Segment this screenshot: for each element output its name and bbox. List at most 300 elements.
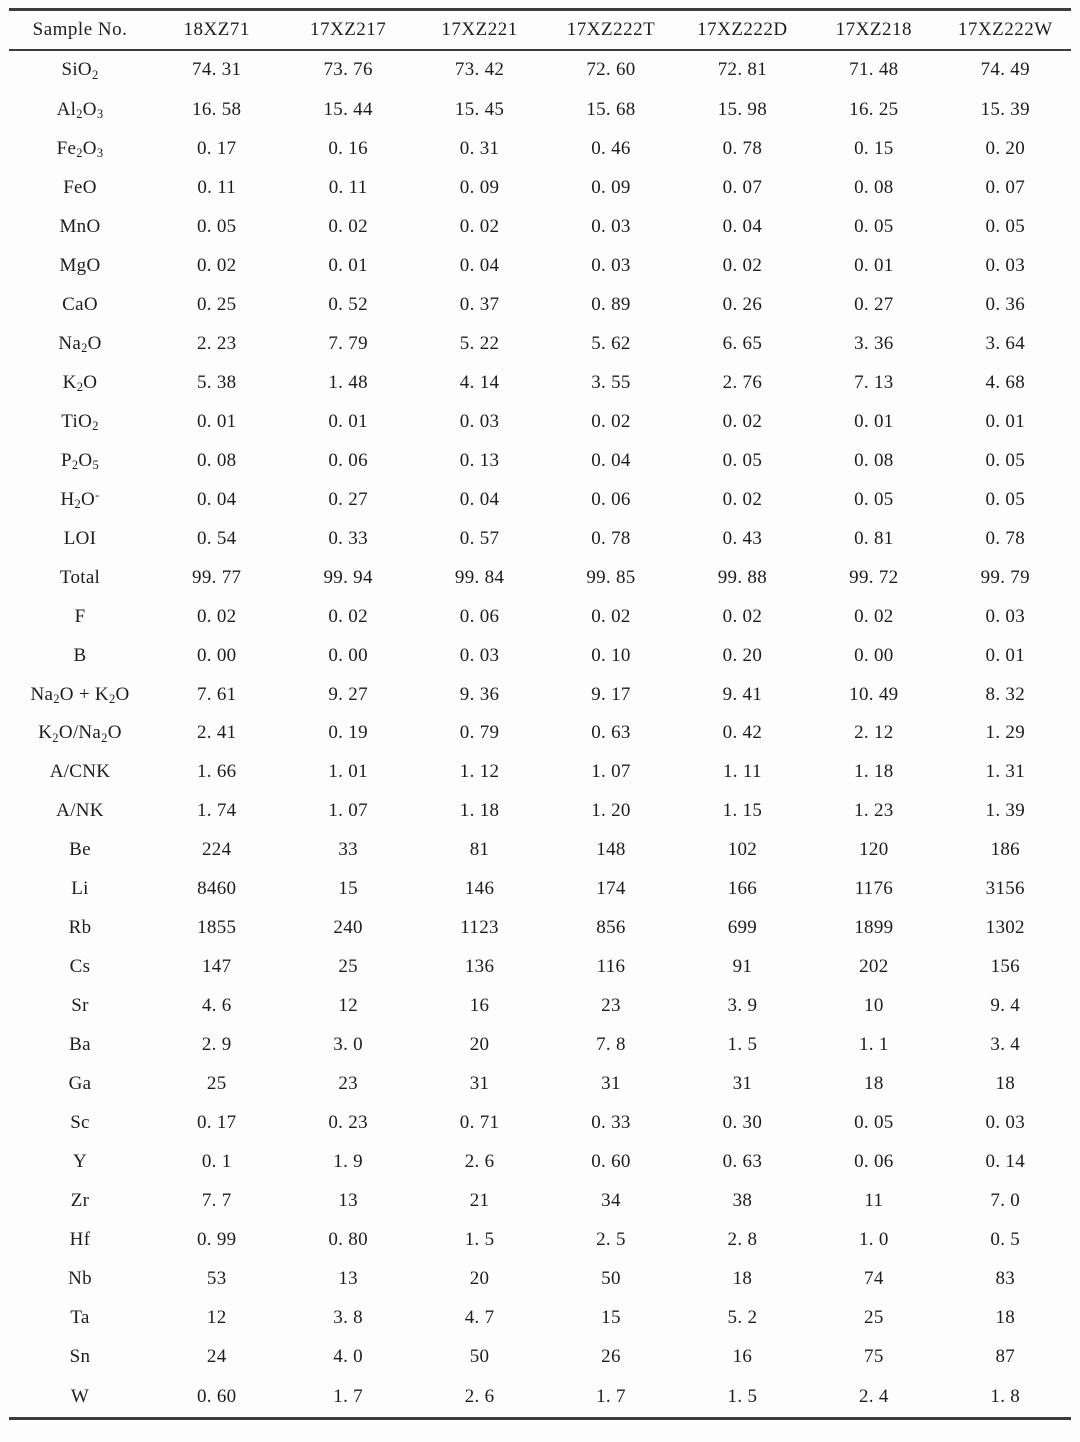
data-cell: 6. 65 [722, 332, 763, 354]
data-cell: 4. 68 [985, 371, 1026, 393]
data-cell: 31 [732, 1073, 753, 1095]
data-cell: 2. 76 [722, 371, 763, 393]
data-cell: 1. 1 [858, 1034, 889, 1056]
data-cell: 18 [995, 1073, 1016, 1095]
data-cell: 0. 57 [459, 527, 500, 549]
data-cell: 174 [596, 878, 626, 900]
data-cell: 5. 38 [196, 371, 237, 393]
table-row [9, 675, 1071, 714]
data-cell: 0. 46 [591, 137, 631, 159]
data-cell: 0. 23 [328, 1112, 368, 1134]
data-cell: 0. 07 [722, 176, 763, 198]
data-cell: 72. 60 [586, 59, 636, 81]
data-cell: 0. 03 [985, 605, 1026, 627]
data-cell: 0. 03 [985, 254, 1026, 276]
table-row [9, 1260, 1071, 1299]
data-cell: 0. 00 [196, 644, 237, 666]
data-cell: 0. 04 [459, 488, 500, 510]
data-cell: 7. 79 [328, 332, 368, 354]
data-cell: 1. 7 [596, 1385, 626, 1407]
data-cell: 15. 44 [323, 98, 373, 120]
data-cell: 1. 5 [727, 1385, 758, 1407]
data-cell: 0. 02 [722, 605, 763, 627]
data-cell: 0. 05 [854, 488, 894, 510]
data-cell: 1. 20 [591, 800, 631, 822]
data-cell: 0. 03 [459, 410, 500, 432]
data-cell: 0. 60 [196, 1385, 237, 1407]
data-cell: 0. 42 [722, 722, 763, 744]
row-label: $Na_2O + K_2O$ [30, 683, 130, 706]
row-label: $Na_2O$ [58, 332, 102, 355]
data-cell: 0. 17 [196, 137, 237, 159]
data-cell: 15. 45 [454, 98, 505, 120]
row-label: Ga [68, 1073, 92, 1095]
data-cell: 0. 05 [985, 488, 1026, 510]
data-cell: 4. 0 [333, 1346, 363, 1368]
data-cell: 0. 17 [196, 1112, 237, 1134]
row-label: $H_2O^-$ [60, 487, 100, 511]
data-cell: 1855 [197, 917, 237, 939]
table-row [9, 909, 1071, 948]
data-cell: 0. 02 [722, 254, 763, 276]
data-cell: 20 [469, 1034, 490, 1056]
data-cell: 2. 9 [201, 1034, 232, 1056]
data-cell: 0. 15 [854, 137, 894, 159]
data-cell: 1. 74 [196, 800, 237, 822]
data-cell: 16 [469, 995, 490, 1017]
data-cell: 0. 05 [196, 215, 237, 237]
data-cell: 166 [727, 878, 758, 900]
data-cell: 81 [469, 839, 490, 861]
data-cell: 2. 41 [196, 722, 237, 744]
data-cell: 9. 4 [990, 995, 1021, 1017]
data-cell: 120 [859, 839, 889, 861]
data-cell: 7. 13 [854, 371, 894, 393]
data-cell: 1. 39 [985, 800, 1026, 822]
row-label: MnO [59, 215, 101, 237]
data-cell: 0. 33 [328, 527, 368, 549]
data-cell: 72. 81 [717, 59, 768, 81]
data-cell: 0. 06 [459, 605, 500, 627]
data-cell: 1. 66 [196, 761, 237, 783]
data-cell: 50 [601, 1268, 621, 1290]
data-cell: 5. 62 [591, 332, 631, 354]
table-row [9, 597, 1071, 636]
data-cell: 0. 02 [328, 605, 368, 627]
data-cell: 9. 17 [591, 683, 631, 705]
row-label: F [74, 605, 86, 627]
data-cell: 0. 79 [459, 722, 500, 744]
data-cell: 0. 02 [722, 488, 763, 510]
header-row [9, 10, 1071, 50]
row-label: A/NK [56, 800, 104, 822]
row-label: B [73, 644, 87, 666]
data-cell: 0. 03 [985, 1112, 1026, 1134]
table-row [9, 441, 1071, 480]
table-row [9, 753, 1071, 792]
table-row [9, 792, 1071, 831]
sample-id-header: 18XZ71 [151, 10, 282, 50]
data-cell: 156 [990, 956, 1020, 978]
table-row [9, 363, 1071, 402]
data-cell: 15 [601, 1307, 621, 1329]
data-cell: 224 [202, 839, 232, 861]
table-row [9, 831, 1071, 870]
data-cell: 0. 16 [328, 137, 368, 159]
data-cell: 0. 54 [196, 527, 237, 549]
data-cell: 99. 72 [849, 566, 899, 588]
data-cell: 0. 1 [201, 1151, 232, 1173]
data-cell: 9. 27 [328, 683, 368, 705]
data-cell: 74 [864, 1268, 884, 1290]
row-label: $K_2O$ [62, 371, 98, 394]
data-cell: 1. 18 [459, 800, 500, 822]
data-cell: 18 [864, 1073, 884, 1095]
data-cell: 0. 03 [591, 254, 631, 276]
data-cell: 53 [206, 1268, 227, 1290]
data-cell: 0. 5 [990, 1229, 1021, 1251]
data-cell: 0. 11 [197, 176, 237, 198]
data-cell: 0. 33 [591, 1112, 631, 1134]
row-label: A/CNK [49, 761, 111, 783]
row-label: MgO [59, 254, 101, 276]
data-cell: 10. 49 [849, 683, 899, 705]
data-cell: 1123 [460, 917, 499, 939]
data-cell: 1. 07 [328, 800, 368, 822]
data-cell: 1. 15 [722, 800, 763, 822]
data-cell: 0. 02 [854, 605, 894, 627]
data-cell: 0. 05 [854, 1112, 894, 1134]
table-row [9, 129, 1071, 168]
data-cell: 1899 [854, 917, 894, 939]
data-cell: 8. 32 [985, 683, 1026, 705]
sample-id-header: 17XZ222D [677, 10, 808, 50]
data-cell: 0. 20 [722, 644, 763, 666]
data-cell: 1302 [985, 917, 1025, 939]
data-cell: 73. 42 [454, 59, 505, 81]
data-cell: 0. 27 [854, 293, 894, 315]
data-cell: 3. 8 [333, 1307, 363, 1329]
data-cell: 0. 80 [328, 1229, 368, 1251]
data-cell: 4. 6 [201, 995, 232, 1017]
row-label: CaO [62, 293, 98, 315]
data-cell: 0. 02 [328, 215, 368, 237]
data-cell: 12 [206, 1307, 227, 1329]
data-cell: 0. 89 [591, 293, 631, 315]
data-cell: 1. 5 [727, 1034, 758, 1056]
row-label: $Fe_2O_3$ [56, 137, 104, 160]
row-label: $Al_2O_3$ [56, 98, 104, 121]
data-cell: 0. 09 [459, 176, 500, 198]
data-cell: 23 [601, 995, 621, 1017]
data-cell: 0. 06 [591, 488, 631, 510]
data-cell: 0. 05 [854, 215, 894, 237]
table-row [9, 714, 1071, 753]
data-cell: 34 [601, 1190, 621, 1212]
data-cell: 0. 03 [459, 644, 500, 666]
data-cell: 31 [601, 1073, 621, 1095]
data-cell: 99. 85 [586, 566, 636, 588]
table-row [9, 987, 1071, 1026]
data-cell: 25 [864, 1307, 884, 1329]
data-cell: 20 [469, 1268, 490, 1290]
data-cell: 15. 98 [717, 98, 768, 120]
data-cell: 3. 36 [854, 332, 894, 354]
data-cell: 0. 01 [854, 254, 894, 276]
row-label: Sr [71, 995, 89, 1017]
data-cell: 0. 01 [196, 410, 237, 432]
data-cell: 2. 5 [596, 1229, 626, 1251]
data-cell: 3156 [985, 878, 1025, 900]
table-row [9, 1338, 1071, 1377]
data-cell: 8460 [197, 878, 237, 900]
row-label: Sn [69, 1346, 91, 1368]
table-row [9, 207, 1071, 246]
table-row [9, 558, 1071, 597]
data-cell: 99. 88 [717, 566, 768, 588]
data-cell: 1. 0 [858, 1229, 889, 1251]
row-label: LOI [63, 527, 97, 549]
table-row [9, 402, 1071, 441]
data-cell: 16. 25 [849, 98, 899, 120]
row-label: Sc [70, 1112, 90, 1134]
data-cell: 0. 08 [854, 176, 894, 198]
data-cell: 2. 8 [727, 1229, 758, 1251]
data-cell: 13 [338, 1190, 358, 1212]
row-label: SiO$_2$ [61, 59, 99, 82]
data-cell: 21 [469, 1190, 490, 1212]
data-cell: 0. 08 [196, 449, 237, 471]
data-cell: 1. 23 [854, 800, 894, 822]
data-cell: 1. 31 [985, 761, 1026, 783]
geochemistry-table [9, 8, 1071, 1420]
data-cell: 0. 01 [854, 410, 894, 432]
data-cell: 0. 71 [459, 1112, 500, 1134]
data-cell: 74. 31 [192, 59, 242, 81]
data-cell: 23 [338, 1073, 358, 1095]
table-row [9, 50, 1071, 91]
data-cell: 99. 84 [454, 566, 505, 588]
data-cell: 33 [338, 839, 358, 861]
data-cell: 102 [727, 839, 758, 861]
data-cell: 0. 02 [196, 254, 237, 276]
data-cell: 13 [338, 1268, 358, 1290]
data-cell: 3. 4 [990, 1034, 1021, 1056]
data-cell: 15. 39 [980, 98, 1030, 120]
row-label: Hf [69, 1229, 91, 1251]
data-cell: 1. 7 [333, 1385, 363, 1407]
data-cell: 2. 6 [464, 1151, 495, 1173]
data-cell: 0. 31 [459, 137, 500, 159]
data-cell: 7. 61 [196, 683, 237, 705]
data-cell: 0. 04 [591, 449, 631, 471]
data-cell: 31 [469, 1073, 490, 1095]
data-cell: 25 [338, 956, 358, 978]
data-cell: 83 [995, 1268, 1016, 1290]
data-cell: 0. 52 [328, 293, 368, 315]
data-cell: 0. 14 [985, 1151, 1026, 1173]
table-row [9, 870, 1071, 909]
table-row [9, 324, 1071, 363]
table-row [9, 1026, 1071, 1065]
data-cell: 1. 12 [459, 761, 500, 783]
data-cell: 0. 43 [722, 527, 763, 549]
row-label: W [70, 1385, 90, 1407]
data-cell: 74. 49 [980, 59, 1030, 81]
sample-id-header: 17XZ217 [282, 10, 413, 50]
sample-id-header: 17XZ222T [545, 10, 676, 50]
data-cell: 99. 94 [323, 566, 373, 588]
data-cell: 0. 99 [196, 1229, 237, 1251]
row-label: Be [69, 839, 91, 861]
data-cell: 0. 08 [854, 449, 894, 471]
data-cell: 18 [995, 1307, 1016, 1329]
data-cell: 11 [864, 1190, 884, 1212]
row-label: Cs [69, 956, 91, 978]
data-cell: 4. 7 [464, 1307, 495, 1329]
table-row [9, 285, 1071, 324]
data-cell: 50 [469, 1346, 490, 1368]
data-cell: 0. 19 [328, 722, 368, 744]
data-cell: 12 [338, 995, 358, 1017]
table-row [9, 519, 1071, 558]
data-cell: 0. 27 [328, 488, 368, 510]
data-cell: 0. 00 [854, 644, 894, 666]
data-cell: 1. 48 [328, 371, 368, 393]
data-cell: 0. 01 [328, 254, 368, 276]
data-cell: 0. 78 [722, 137, 763, 159]
data-cell: 0. 09 [591, 176, 631, 198]
data-cell: 0. 02 [722, 410, 763, 432]
data-cell: 186 [990, 839, 1020, 861]
data-cell: 0. 36 [985, 293, 1026, 315]
data-cell: 1. 18 [854, 761, 894, 783]
table-row [9, 168, 1071, 207]
table-row [9, 1104, 1071, 1143]
data-cell: 87 [995, 1346, 1016, 1368]
data-cell: 0. 20 [985, 137, 1026, 159]
sample-no-header: Sample No. [9, 10, 151, 50]
data-cell: 0. 05 [985, 449, 1026, 471]
data-cell: 0. 63 [591, 722, 631, 744]
data-cell: 9. 41 [722, 683, 763, 705]
data-cell: 16. 58 [192, 98, 242, 120]
data-cell: 0. 78 [985, 527, 1026, 549]
data-cell: 2. 12 [854, 722, 894, 744]
data-cell: 71. 48 [849, 59, 899, 81]
data-cell: 0. 26 [722, 293, 763, 315]
data-cell: 26 [601, 1346, 621, 1368]
data-cell: 2. 4 [858, 1385, 889, 1407]
data-cell: 0. 04 [459, 254, 500, 276]
data-cell: 1. 9 [333, 1151, 363, 1173]
data-cell: 146 [464, 878, 495, 900]
table-row [9, 90, 1071, 129]
data-cell: 99. 77 [192, 566, 242, 588]
table-row [9, 246, 1071, 285]
data-cell: 0. 06 [328, 449, 368, 471]
table-row [9, 1065, 1071, 1104]
data-cell: 0. 04 [722, 215, 763, 237]
data-cell: 7. 8 [596, 1034, 626, 1056]
table-row [9, 1299, 1071, 1338]
data-cell: 3. 9 [727, 995, 758, 1017]
data-cell: 9. 36 [459, 683, 500, 705]
data-cell: 148 [596, 839, 626, 861]
data-cell: 1. 8 [990, 1385, 1021, 1407]
row-label: $P_2O_5$ [60, 449, 100, 472]
data-cell: 0. 63 [722, 1151, 763, 1173]
data-cell: 0. 01 [985, 410, 1026, 432]
table-row [9, 1221, 1071, 1260]
data-cell: 0. 37 [459, 293, 500, 315]
row-label: Zr [70, 1190, 90, 1212]
data-cell: 116 [596, 956, 626, 978]
data-cell: 4. 14 [459, 371, 500, 393]
data-cell: 0. 05 [722, 449, 763, 471]
data-cell: 0. 60 [591, 1151, 631, 1173]
data-cell: 240 [333, 917, 363, 939]
data-cell: 3. 55 [591, 371, 631, 393]
data-cell: 202 [859, 956, 889, 978]
data-cell: 0. 25 [196, 293, 237, 315]
data-cell: 0. 78 [591, 527, 631, 549]
data-cell: 0. 02 [459, 215, 500, 237]
data-cell: 38 [732, 1190, 753, 1212]
row-label: $K_2O/Na_2O$ [38, 722, 122, 745]
sample-id-header: 17XZ222W [940, 10, 1071, 50]
data-cell: 1. 07 [591, 761, 631, 783]
row-label: Nb [68, 1268, 92, 1290]
paper-table-page [0, 8, 1080, 1442]
row-label: Total [59, 566, 101, 588]
data-cell: 7. 7 [201, 1190, 232, 1212]
row-label: Ba [69, 1034, 91, 1056]
data-cell: 73. 76 [323, 59, 373, 81]
data-cell: 1. 5 [464, 1229, 495, 1251]
row-label: FeO [63, 176, 97, 198]
data-cell: 147 [202, 956, 232, 978]
data-cell: 0. 02 [591, 605, 631, 627]
data-cell: 15 [338, 878, 358, 900]
data-cell: 0. 01 [328, 410, 368, 432]
data-cell: 1. 29 [985, 722, 1026, 744]
data-cell: 1176 [854, 878, 894, 900]
table-row [9, 480, 1071, 519]
row-label: Ta [70, 1307, 90, 1329]
data-cell: 3. 0 [333, 1034, 363, 1056]
table-row [9, 948, 1071, 987]
data-cell: 0. 05 [985, 215, 1026, 237]
row-label: Rb [68, 917, 92, 939]
data-cell: 0. 00 [328, 644, 368, 666]
data-cell: 0. 13 [459, 449, 500, 471]
data-cell: 0. 30 [722, 1112, 763, 1134]
data-cell: 0. 02 [591, 410, 631, 432]
data-cell: 18 [732, 1268, 753, 1290]
data-cell: 25 [206, 1073, 227, 1095]
table-row [9, 636, 1071, 675]
data-cell: 99. 79 [980, 566, 1030, 588]
data-cell: 0. 01 [985, 644, 1026, 666]
data-cell: 15. 68 [586, 98, 636, 120]
data-cell: 75 [864, 1346, 884, 1368]
data-cell: 856 [596, 917, 626, 939]
data-cell: 0. 06 [854, 1151, 894, 1173]
data-cell: 0. 04 [196, 488, 237, 510]
data-cell: 2. 6 [464, 1385, 495, 1407]
data-cell: 5. 2 [727, 1307, 758, 1329]
